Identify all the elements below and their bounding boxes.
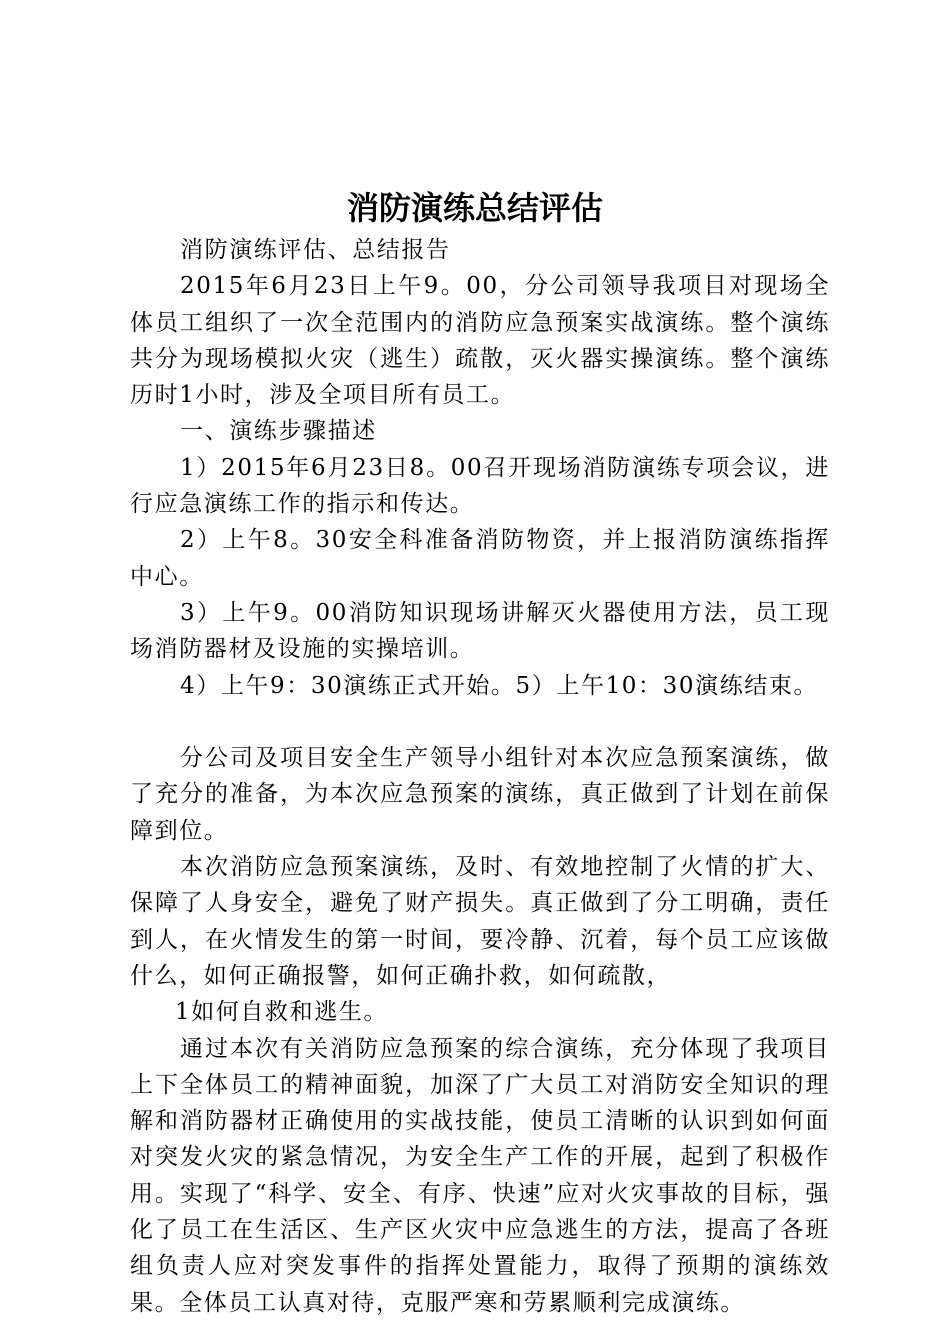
step-3: 3）上午9。00消防知识现场讲解灭火器使用方法，员工现场消防器材及设施的实操培训。 (130, 599, 830, 663)
step-2: 2）上午8。30安全科准备消防物资，并上报消防演练指挥中心。 (130, 527, 830, 590)
intro-paragraph: 2015年6月23日上午9。00，分公司领导我项目对现场全体员工组织了一次全范围内的消防应急预案实战演练。整个演练共分为现场模拟火灾（逃生）疏散，灭火器实操演练。整个演练历时1小时，涉及全项目所有员工。 (130, 273, 830, 409)
step-4-5: 4）上午9：30演练正式开始。5）上午10：30演练结束。 (180, 672, 819, 699)
step-1: 1）2015年6月23日8。00召开现场消防演练专项会议，进行应急演练工作的指示和传达。 (130, 454, 830, 518)
document-title: 消防演练总结评估 (346, 189, 603, 227)
self-rescue-line: 1如何自救和逃生。 (175, 999, 389, 1026)
preparation-paragraph: 分公司及项目安全生产领导小组针对本次应急预案演练，做了充分的准备，为本次应急预案的演练，真正做到了计划在前保障到位。 (130, 745, 830, 844)
paragraph-gap (130, 704, 830, 740)
document-body (130, 232, 830, 1321)
report-subtitle: 消防演练评估、总结报告 (180, 237, 451, 263)
section-heading-steps: 一、演练步骤描述 (180, 418, 377, 445)
effect-paragraph: 本次消防应急预案演练，及时、有效地控制了火情的扩大、保障了人身安全，避免了财产损失。真正做到了分工明确，责任到人，在火情发生的第一时间，要冷静、沉着，每个员工应该做什么，如何正确报警，如何正确扑救，如何疏散， (130, 854, 830, 989)
conclusion-paragraph: 通过本次有关消防应急预案的综合演练，充分体现了我项目上下全体员工的精神面貌，加深了广大员工对消防安全知识的理解和消防器材正确使用的实战技能，使员工清晰的认识到如何面对突发火灾的紧急情况，为安全生产工作的开展，起到了积极作用。实现了“科学、安全、有序、快速”应对火灾事故的目标，强化了员工在生活区、生产区火灾中应急逃生的方法，提高了各班组负责人应对突发事件的指挥处置能力，取得了预期的演练效果。全体员工认真对待，克服严寒和劳累顺利完成演练。 (130, 1035, 830, 1316)
